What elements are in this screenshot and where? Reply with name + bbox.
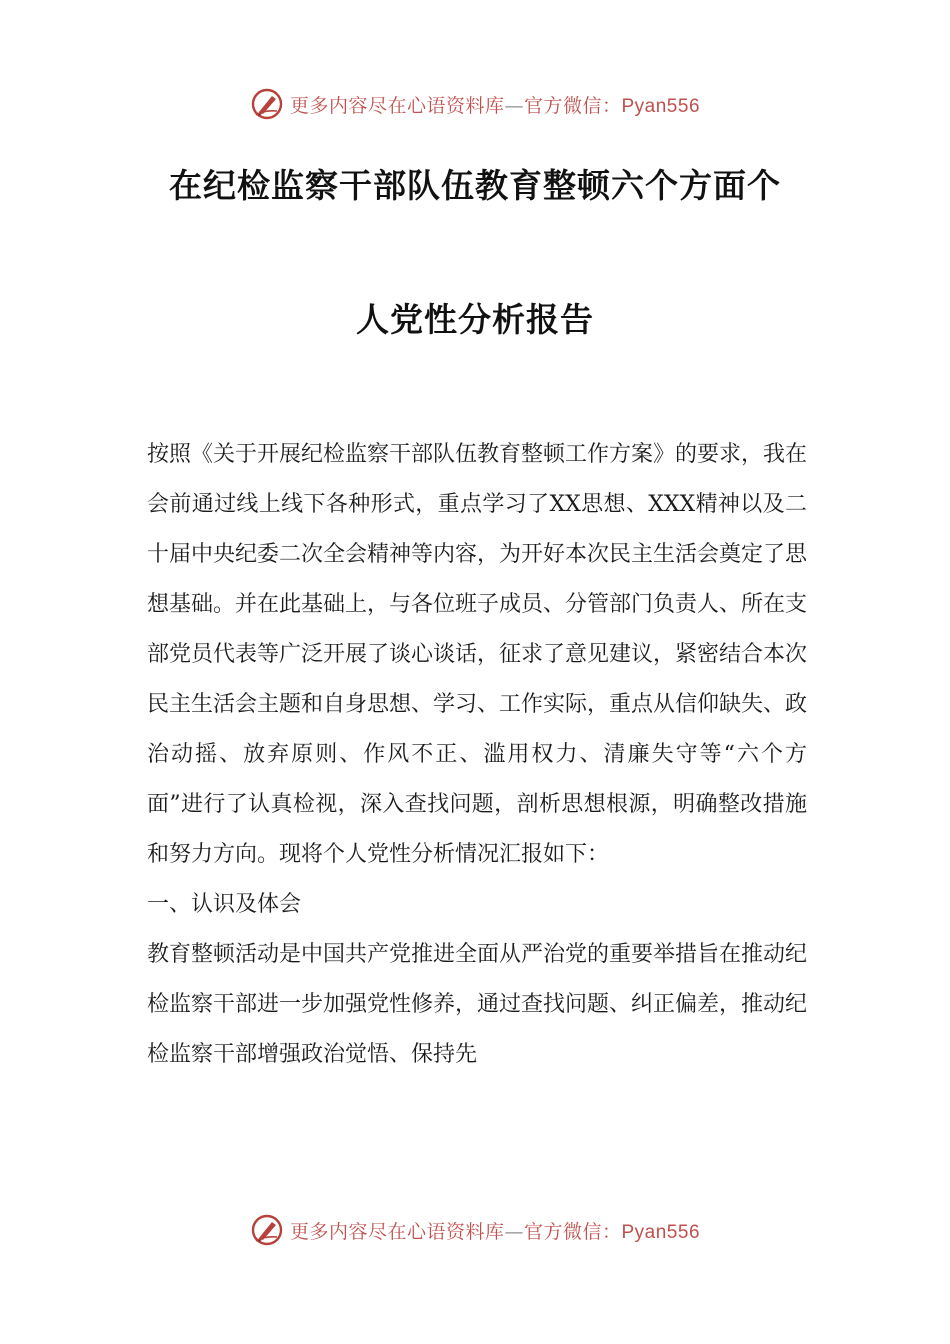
watermark-dash: — bbox=[504, 94, 524, 117]
section-heading: 一、认识及体会 bbox=[147, 892, 302, 917]
watermark-sub: 官方微信： bbox=[523, 94, 622, 117]
watermark-id: Pyan556 bbox=[621, 1221, 701, 1243]
doc-title-line-2: 人党性分析报告 bbox=[356, 300, 594, 339]
header-watermark bbox=[0, 84, 950, 124]
doc-title-line-1: 在纪检监察干部队伍教育整顿六个方面个 bbox=[169, 166, 781, 205]
pen-logo-icon bbox=[250, 87, 284, 121]
watermark-text bbox=[290, 91, 700, 118]
watermark-text bbox=[290, 1217, 700, 1244]
watermark-dash: — bbox=[504, 1220, 524, 1243]
section-paragraph: 教育整顿活动是中国共产党推进全面从严治党的重要举措旨在推动纪检监察干部进一步加强党性修养，通过查找问题、纠正偏差，推动纪检监察干部增强政治觉悟、保持先 bbox=[147, 942, 808, 1067]
intro-paragraph: 按照《关于开展纪检监察干部队伍教育整顿工作方案》的要求，我在会前通过线上线下各种形式，重点学习了XX思想、XXX精神以及二十届中央纪委二次全会精神等内容，为开好本次民主生活会奠定了思想基础。并在此基础上，与各位班子成员、分管部门负责人、所在支部党员代表等广泛开展了谈心谈话，征求了意见建议，紧密结合本次民主生活会主题和自身思想、学习、工作实际，重点从信仰缺失、政治动摇、放弃原则、作风不正、滥用权力、清廉失守等“六个方面”进行了认真检视，深入查找问题，剖析思想根源，明确整改措施和努力方向。现将个人党性分析情况汇报如下： bbox=[147, 442, 808, 867]
watermark-sub: 官方微信： bbox=[523, 1220, 622, 1243]
watermark-id: Pyan556 bbox=[621, 95, 701, 117]
watermark-main: 更多内容尽在心语资料库 bbox=[289, 94, 505, 117]
watermark-main: 更多内容尽在心语资料库 bbox=[289, 1220, 505, 1243]
pen-logo-icon bbox=[250, 1213, 284, 1247]
footer-watermark bbox=[0, 1210, 950, 1250]
document-body bbox=[147, 430, 807, 1080]
